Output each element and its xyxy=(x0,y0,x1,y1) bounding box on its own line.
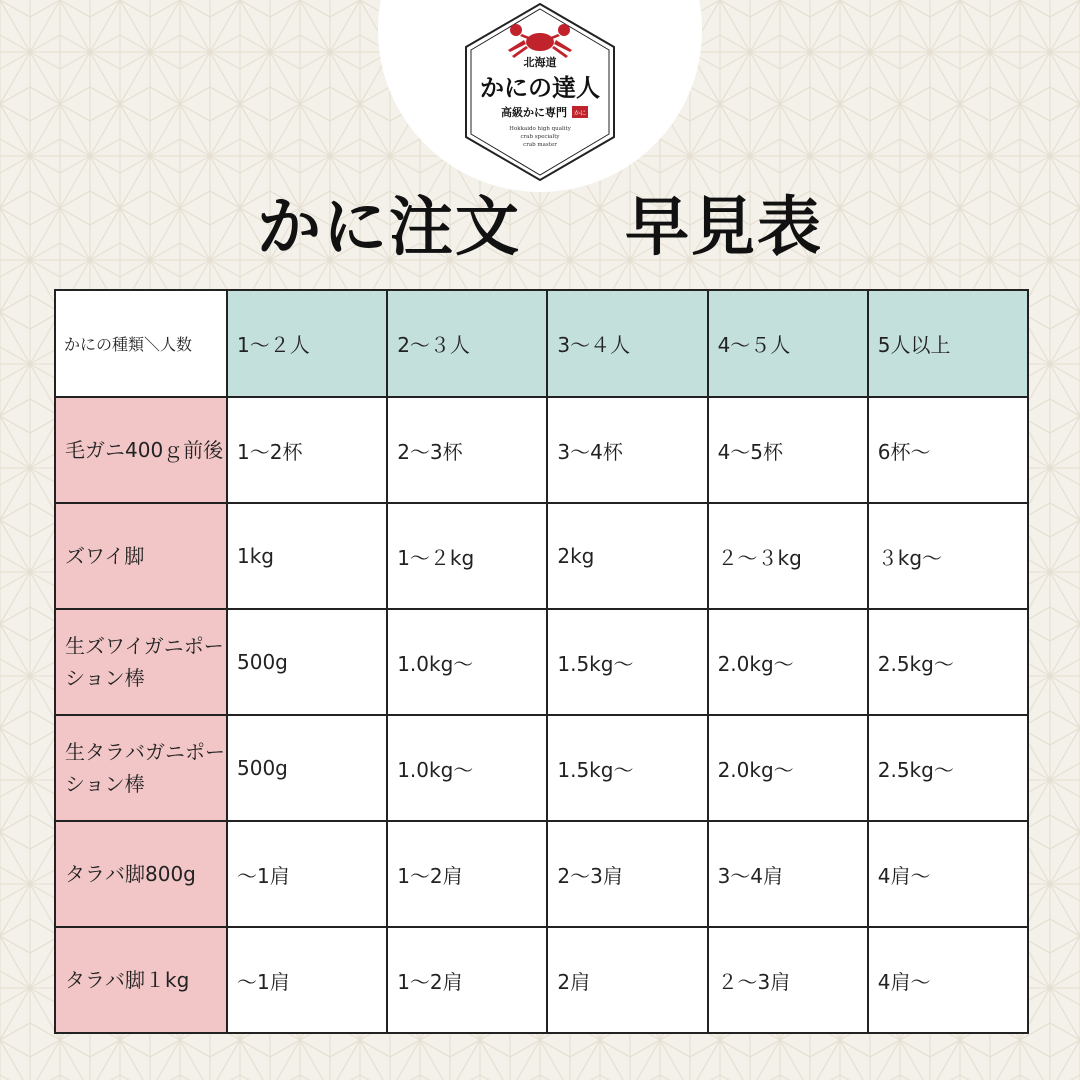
row-header: ズワイ脚 xyxy=(55,503,227,609)
column-header: 2～３人 xyxy=(387,290,547,397)
table-cell: ～1肩 xyxy=(227,927,387,1033)
table-row xyxy=(55,397,1028,503)
table-cell: 3～4肩 xyxy=(708,821,868,927)
table-row xyxy=(55,927,1028,1033)
table-cell: ～1肩 xyxy=(227,821,387,927)
table-cell: 2～3杯 xyxy=(387,397,547,503)
table-cell: 1.0kg～ xyxy=(387,715,547,821)
table-cell: 1～2肩 xyxy=(387,927,547,1033)
row-header: タラバ脚１kg xyxy=(55,927,227,1033)
row-header: タラバ脚800g xyxy=(55,821,227,927)
page-title xyxy=(0,182,1080,265)
table-cell: 3～4杯 xyxy=(547,397,707,503)
table-cell: 4～5杯 xyxy=(708,397,868,503)
table-cell: 2.5kg～ xyxy=(868,609,1028,715)
brand-logo xyxy=(460,0,620,184)
column-header: 4～５人 xyxy=(708,290,868,397)
table-cell: 2.5kg～ xyxy=(868,715,1028,821)
table-row xyxy=(55,821,1028,927)
table-cell: 1.5kg～ xyxy=(547,609,707,715)
column-header: 1～２人 xyxy=(227,290,387,397)
logo-english-line-2: crab specialty xyxy=(520,134,560,140)
column-header: 5人以上 xyxy=(868,290,1028,397)
logo-tagline-text: 高級かに専門 xyxy=(501,106,567,119)
table-row xyxy=(55,503,1028,609)
page-title-left: かに注文 xyxy=(257,190,521,265)
table-cell: ３kg～ xyxy=(868,503,1028,609)
table-cell: 1.0kg～ xyxy=(387,609,547,715)
table-cell: 2～3肩 xyxy=(547,821,707,927)
table-corner-label: かにの種類＼人数 xyxy=(55,290,227,397)
logo-brand-text: かにの達人 xyxy=(480,73,600,102)
logo-region-text: 北海道 xyxy=(523,56,557,69)
table-cell: 1kg xyxy=(227,503,387,609)
table-cell: 6杯～ xyxy=(868,397,1028,503)
table-cell: 2肩 xyxy=(547,927,707,1033)
table-cell: 4肩～ xyxy=(868,927,1028,1033)
table-cell: 1.5kg～ xyxy=(547,715,707,821)
table-cell: 2.0kg～ xyxy=(708,715,868,821)
row-header: 毛ガニ400ｇ前後 xyxy=(55,397,227,503)
column-header: 3～４人 xyxy=(547,290,707,397)
table-cell: 2kg xyxy=(547,503,707,609)
table-row xyxy=(55,609,1028,715)
table-header-row xyxy=(55,290,1028,397)
logo-english-line-3: crab master xyxy=(523,142,557,148)
table-cell: 1～2肩 xyxy=(387,821,547,927)
table-cell: 2.0kg～ xyxy=(708,609,868,715)
table-cell: 500g xyxy=(227,609,387,715)
row-header: 生タラバガニポーション棒 xyxy=(55,715,227,821)
table-cell: 1～２kg xyxy=(387,503,547,609)
table-cell: 4肩～ xyxy=(868,821,1028,927)
table-cell: ２～３kg xyxy=(708,503,868,609)
logo-seal-text: かに xyxy=(573,110,587,117)
row-header: 生ズワイガニポーション棒 xyxy=(55,609,227,715)
table-cell: ２～3肩 xyxy=(708,927,868,1033)
page-title-right: 早見表 xyxy=(625,190,823,265)
table-row xyxy=(55,715,1028,821)
table-cell: 500g xyxy=(227,715,387,821)
crab-order-quick-table xyxy=(54,289,1029,1034)
table-cell: 1～2杯 xyxy=(227,397,387,503)
logo-english-line-1: Hokkaido high quality xyxy=(509,126,571,132)
